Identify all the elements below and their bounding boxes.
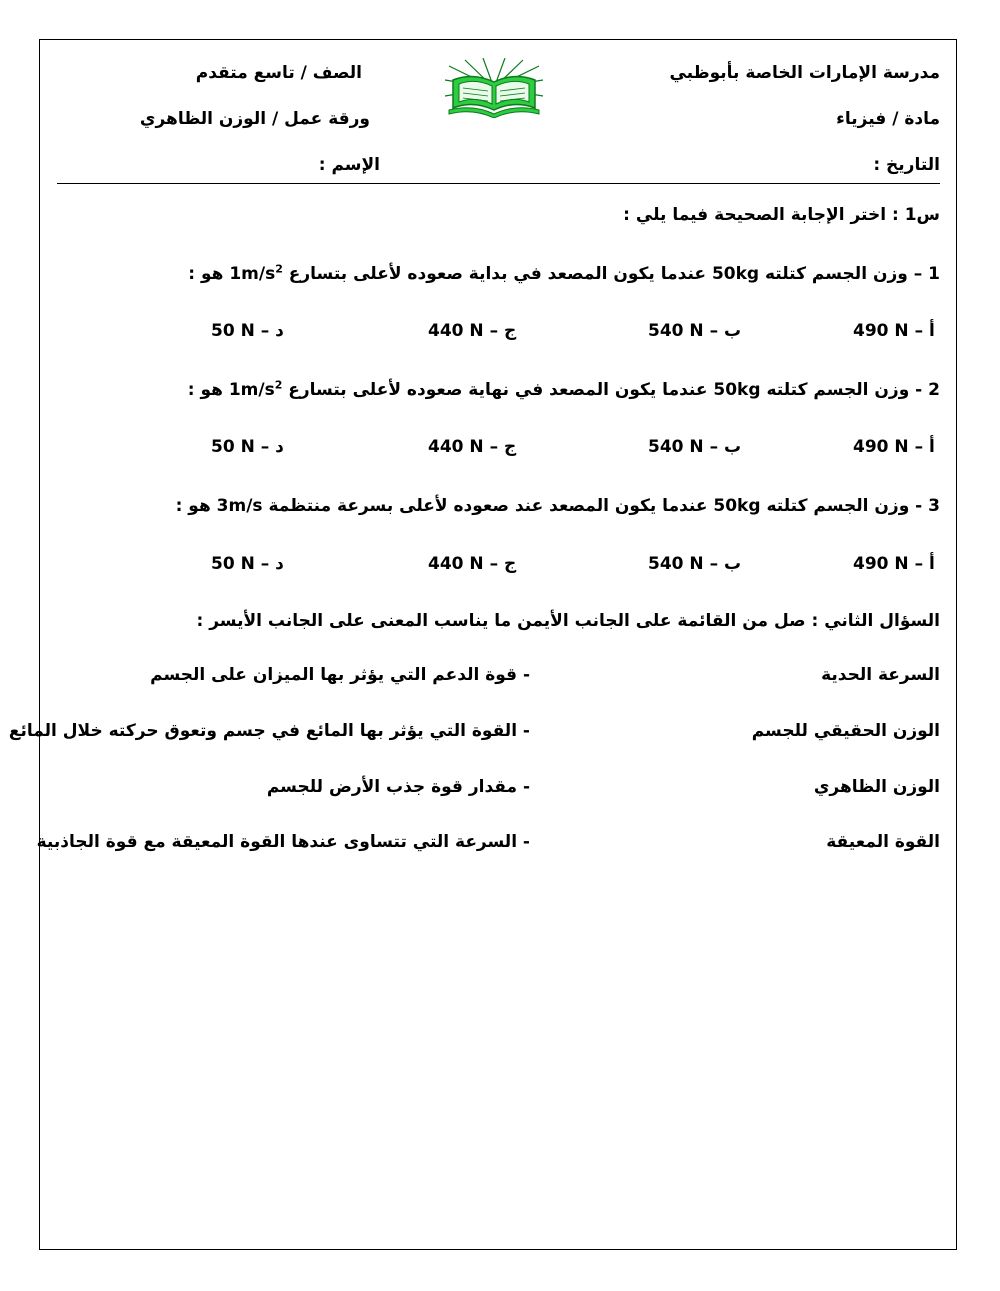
- option-a: 490 N أ –: [853, 554, 935, 574]
- school-name: مدرسة الإمارات الخاصة بأبوظبي: [669, 63, 940, 83]
- match-definition: - القوة التي يؤثر بها المائع في جسم وتعوق حركته خلال المائع: [8, 721, 530, 741]
- option-d: 50 N د –: [211, 437, 284, 457]
- q1-item-1: [188, 263, 940, 285]
- option-c: 440 N ج –: [428, 437, 517, 457]
- match-term: الوزن الحقيقي للجسم: [751, 721, 940, 741]
- date-label: التاريخ :: [873, 155, 940, 175]
- item-text: - وزن الجسم كتلته 50kg عندما يكون المصعد في نهاية صعوده لأعلى بتسارع 1m/s: [228, 380, 923, 400]
- name-label: الإسم :: [318, 155, 380, 175]
- match-term: القوة المعيقة: [826, 832, 940, 852]
- match-definition: - قوة الدعم التي يؤثر بها الميزان على الجسم: [150, 665, 530, 685]
- item-number: 1: [928, 264, 940, 284]
- q2-title: السؤال الثاني : صل من القائمة على الجانب الأيمن ما يناسب المعنى على الجانب الأيسر :: [196, 611, 940, 631]
- q1-item-3: [176, 495, 940, 517]
- option-a: 490 N أ –: [853, 437, 935, 457]
- q1-title: س1 : اختر الإجابة الصحيحة فيما يلي :: [623, 205, 940, 225]
- header-divider: [57, 183, 940, 184]
- option-d: 50 N د –: [211, 554, 284, 574]
- worksheet-title: ورقة عمل / الوزن الظاهري: [139, 109, 370, 129]
- item-text: – وزن الجسم كتلته 50kg عندما يكون المصعد في بداية صعوده لأعلى بتسارع 1m/s: [229, 264, 923, 284]
- open-book-logo-icon: [443, 58, 545, 118]
- option-b: 540 N ب –: [648, 554, 742, 574]
- option-a: 490 N أ –: [853, 321, 935, 341]
- option-c: 440 N ج –: [428, 321, 517, 341]
- option-c: 440 N ج –: [428, 554, 517, 574]
- grade-label: الصف / تاسع متقدم: [195, 63, 362, 83]
- match-definition: - مقدار قوة جذب الأرض للجسم: [266, 777, 530, 797]
- item-text: - وزن الجسم كتلته 50kg عندما يكون المصعد عند صعوده لأعلى بسرعة منتظمة 3m/s هو :: [175, 496, 923, 516]
- subject-label: مادة / فيزياء: [836, 109, 940, 129]
- item-text-end: هو :: [187, 380, 229, 400]
- option-b: 540 N ب –: [648, 437, 742, 457]
- item-number: 3: [928, 496, 940, 516]
- option-b: 540 N ب –: [648, 321, 742, 341]
- match-term: السرعة الحدية: [821, 665, 940, 685]
- item-number: 2: [928, 380, 940, 400]
- q1-item-2: [188, 379, 940, 401]
- match-definition: - السرعة التي تتساوى عندها القوة المعيقة مع قوة الجاذبية: [36, 832, 530, 852]
- item-superscript: 2: [275, 262, 283, 276]
- option-d: 50 N د –: [211, 321, 284, 341]
- item-text-end: هو :: [188, 264, 230, 284]
- match-term: الوزن الظاهري: [813, 777, 940, 797]
- item-superscript: 2: [274, 378, 283, 392]
